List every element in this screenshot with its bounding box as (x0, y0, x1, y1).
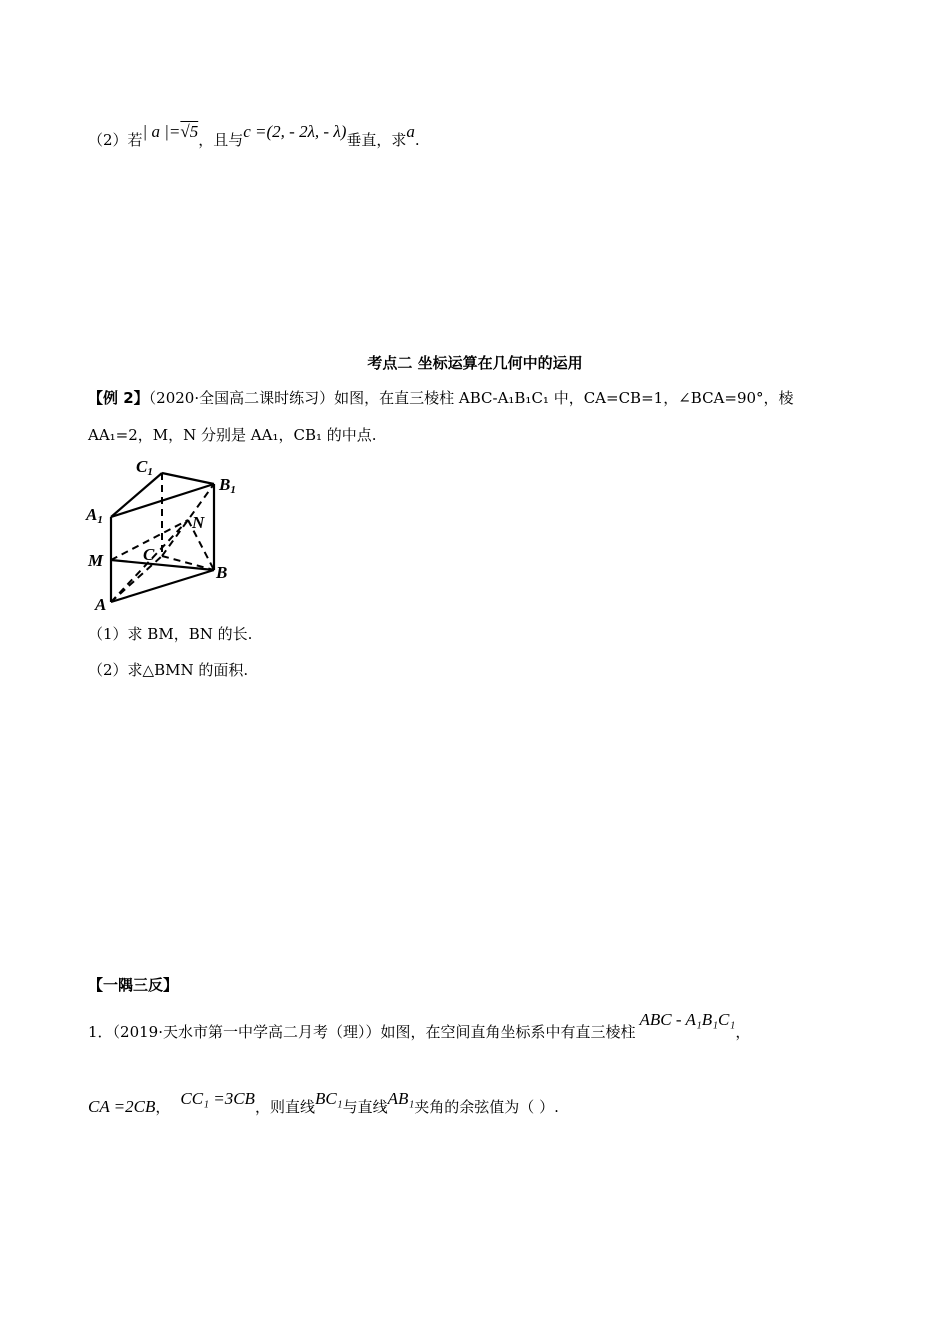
line-bc1: BC₁ (314, 1089, 343, 1108)
practice-item1-line1 (88, 1010, 751, 1042)
label-N: N (192, 513, 205, 532)
practice-comma2: ， (155, 1098, 171, 1116)
practice-tail: 夹角的余弦值为（ ）. (414, 1098, 559, 1116)
example2-line2: AA₁=2，M，N 分别是 AA₁，CB₁ 的中点. (88, 426, 377, 444)
example2-q1: （1）求 BM，BN 的长. (88, 625, 253, 643)
line-ab1: AB₁ (387, 1089, 415, 1108)
example2-q2: （2）求△BMN 的面积. (88, 661, 249, 679)
practice-tag: 【一隅三反】 (88, 976, 179, 994)
q2-mid: ，且与 (198, 131, 244, 149)
example2-text1: （2020·全国高二课时练习）如图，在直三棱柱 ABC-A₁B₁C₁ 中，CA=CB=1，∠BCA=90°，棱 (148, 389, 794, 407)
prism-expression: ABC - A₁B₁C₁ (639, 1010, 736, 1029)
eq-cc1-3cb: CC₁ =3CB (180, 1089, 255, 1108)
label-A1: A1 (86, 505, 103, 526)
label-C: C (143, 545, 155, 564)
question-2-top (88, 122, 420, 150)
label-M: M (88, 551, 104, 570)
example2-line1 (88, 388, 794, 408)
abs-a: | a |= (142, 122, 181, 141)
q2-period: . (414, 131, 420, 149)
eq-ca-2cb: CA =2CB (88, 1097, 156, 1116)
var-a: a (406, 122, 415, 141)
example2-tag: 【例 2】 (88, 389, 149, 407)
practice-with: 与直线 (342, 1098, 388, 1116)
section-heading: 考点二 坐标运算在几何中的运用 (367, 354, 583, 372)
vector-c: c =(2, - 2λ, - λ) (243, 122, 347, 141)
sqrt5: √5 (180, 122, 199, 141)
practice-item1-prefix: 1．（2019·天水市第一中学高二月考（理））如图，在空间直角坐标系中有直三棱柱 (88, 1023, 636, 1041)
q2-prefix: （2）若 (88, 131, 143, 149)
practice-then: ，则直线 (254, 1098, 315, 1116)
label-B: B (216, 563, 228, 582)
label-C1: C1 (136, 457, 153, 478)
practice-item1-line2 (88, 1089, 559, 1117)
prism-figure (80, 452, 250, 612)
label-B1: B1 (219, 475, 236, 496)
practice-comma: ， (735, 1023, 751, 1041)
q2-suffix: 垂直，求 (346, 131, 407, 149)
label-A: A (95, 595, 107, 612)
